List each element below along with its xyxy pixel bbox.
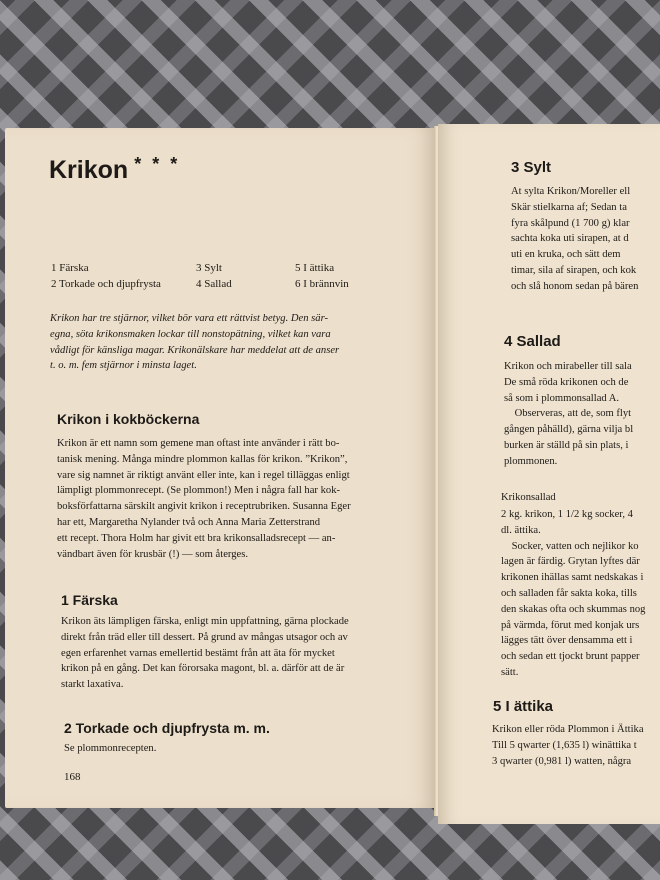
right-page [438,124,660,824]
toc-item-sallad: 4 Sallad [196,278,232,290]
page-number: 168 [64,771,81,783]
intro-paragraph: Krikon har tre stjärnor, vilket bör vara ett rättvist betyg. Den sär- egna, söta krikonsmaken lockar till nonstopätning, vilket kan vara vådligt för känsliga magar. Krikonälskare har meddelat att de anser t. o. m. fem stjärnor i minsta laget. [50,313,340,372]
toc-item-sylt: 3 Sylt [196,262,222,274]
kokbocker-heading: Krikon i kokböckerna [57,411,200,427]
torkade-paragraph: Se plommonrecepten. [64,743,157,754]
krikonsallad-subheading: Krikonsallad [501,492,556,503]
torkade-heading: 2 Torkade och djupfrysta m. m. [64,720,270,736]
toc-item-attika: 5 I ättika [295,262,335,274]
farska-heading: 1 Färska [61,592,118,608]
sallad-heading: 4 Sallad [504,333,561,350]
sylt-heading: 3 Sylt [511,159,552,176]
toc-item-torkade: 2 Torkade och djupfrysta [51,278,161,290]
kokbocker-paragraph: Krikon är ett namn som gemene man oftast inte använder i rätt bo- tanisk mening. Många mindre plommon kallas för krikon. ”Krikon”, vare sig namnet är riktigt använt eller inte, kan i regel tilläggas enligt lämpligt plommonrecept. (Se plommon!) Men i några fall har kok- boksförfattarna särskilt angivit krikon i receptrubriken. Susanna Eger har ett, Margaretha Nylander två och Anna Maria Zetterstrand ett recept. Thora Holm har givit ett bra krikonsalladsrecept — an- vändbart även för krusbär (!) — som återges. [57,438,351,560]
toc-item-brannvin: 6 I brännvin [295,278,349,290]
farska-paragraph: Krikon äts lämpligen färska, enligt min uppfattning, gärna plockade direkt från träd eller till dessert. På grund av mångas utsagor och av egen erfarenhet varnas emellertid bestämt från att äta för mycket krikon på en gång. Det kan förorsaka magont, bl. a. därför att de är starkt laxativa. [61,616,349,691]
toc-item-farska: 1 Färska [51,262,89,274]
rating-stars: * * * [134,154,181,174]
krikonsallad-text: 2 kg. krikon, 1 1/2 kg socker, 4 dl. ättika. Socker, vatten och nejlikor ko lagen är färdig. Grytan lyftes där krikonen ihällas samt nedskakas i och salladen får sakta koka, tills den skakas ofta och skummas nog på värmda, förut med konjak urs lägges tätt över densamma ett i och sedan ett tjockt brunt papper sätt. [501,509,646,678]
attika-text: Krikon eller röda Plommon i Ättika Till 5 qwarter (1,635 l) winättika t 3 qwarter (0,981 l) watten, några [492,724,644,767]
attika-heading: 5 I ättika [493,698,554,715]
sylt-text: At sylta Krikon/Moreller ell Skär stielkarna af; Sedan ta fyra skålpund (1 700 g) klar sachta koka uti sirapen, at d uti en kruka, och sätt dem timar, sila af sirapen, och kok och slå honom sedan på bären [511,186,639,292]
sallad-text: Krikon och mirabeller till sala De små röda krikonen och de så som i plommonsallad A. Observeras, att de, som flyt gången påhälld), gärna vilja bl burken är ställd på sin plats, i plommonen. [504,361,634,467]
page-title: Krikon * * * [49,154,181,184]
